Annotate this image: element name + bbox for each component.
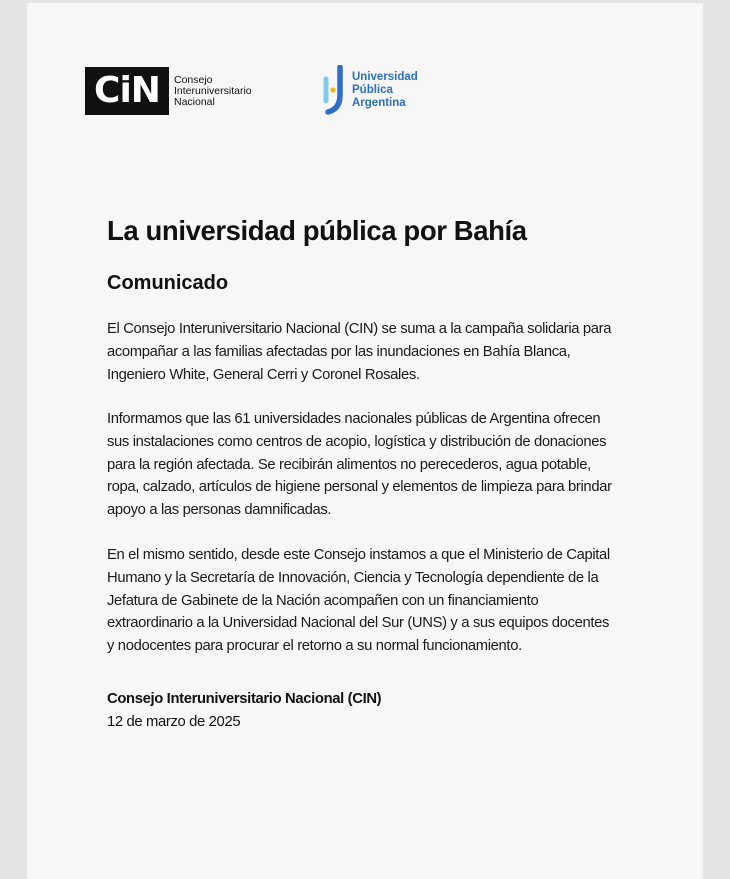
document-subtitle: Comunicado (107, 272, 229, 294)
signature-date: 12 de marzo de 2025 (107, 714, 241, 730)
signature-organization: Consejo Interuniversitario Nacional (CIN) (107, 691, 382, 707)
paragraph-line: Ingeniero White, General Cerri y Coronel Rosales. (107, 366, 420, 383)
paragraph-line: Informamos que las 61 universidades nacionales públicas de Argentina ofrecen (107, 411, 601, 427)
cin-logo-line: Nacional (174, 95, 215, 108)
signature-block (107, 688, 381, 734)
paragraph-line: y nodocentes para procurar el retorno a su normal funcionamiento. (107, 638, 522, 655)
upa-logo-line: Universidad (352, 70, 418, 83)
paragraph-line: En el mismo sentido, desde este Consejo instamos a que el Ministerio de Capital (107, 547, 610, 563)
paragraph-line: Jefatura de Gabinete de la Nación acompañen con un financiamiento (107, 592, 539, 609)
upa-logo-line: Pública (352, 83, 393, 96)
document-page (27, 3, 703, 879)
paragraph-line: sus instalaciones como centros de acopio, logística y distribución de donaciones (107, 433, 607, 450)
cin-logo-line: Interuniversitario (174, 84, 252, 97)
upa-logo-mark-icon (320, 65, 346, 115)
paragraph-line: acompañar a las familias afectadas por las inundaciones en Bahía Blanca, (107, 343, 571, 360)
paragraph-line: para la región afectada. Se recibirán alimentos no perecederos, agua potable, (107, 456, 591, 473)
universidad-publica-argentina-logo (320, 65, 418, 115)
cin-logo-text (174, 75, 252, 108)
paragraph-line: extraordinario a la Universidad Nacional del Sur (UNS) y a sus equipos docentes (107, 615, 610, 632)
paragraph-line: apoyo a las personas damnificadas. (107, 502, 332, 519)
paragraph (107, 408, 647, 522)
paragraph-line: Humano y la Secretaría de Innovación, Ciencia y Tecnología dependiente de la (107, 569, 599, 586)
paragraph (107, 544, 647, 658)
paragraph-line: El Consejo Interuniversitario Nacional (CIN) se suma a la campaña solidaria para (107, 321, 612, 337)
paragraph (107, 318, 647, 386)
document-title: La universidad pública por Bahía (107, 215, 527, 246)
paragraph-line: ropa, calzado, artículos de higiene personal y elementos de limpieza para brindar (107, 479, 612, 496)
cin-logo (85, 67, 252, 115)
cin-logo-mark: CiN (85, 67, 169, 115)
upa-logo-line: Argentina (352, 96, 406, 109)
cin-logo-line: Consejo (174, 73, 213, 86)
upa-logo-text (352, 71, 418, 110)
